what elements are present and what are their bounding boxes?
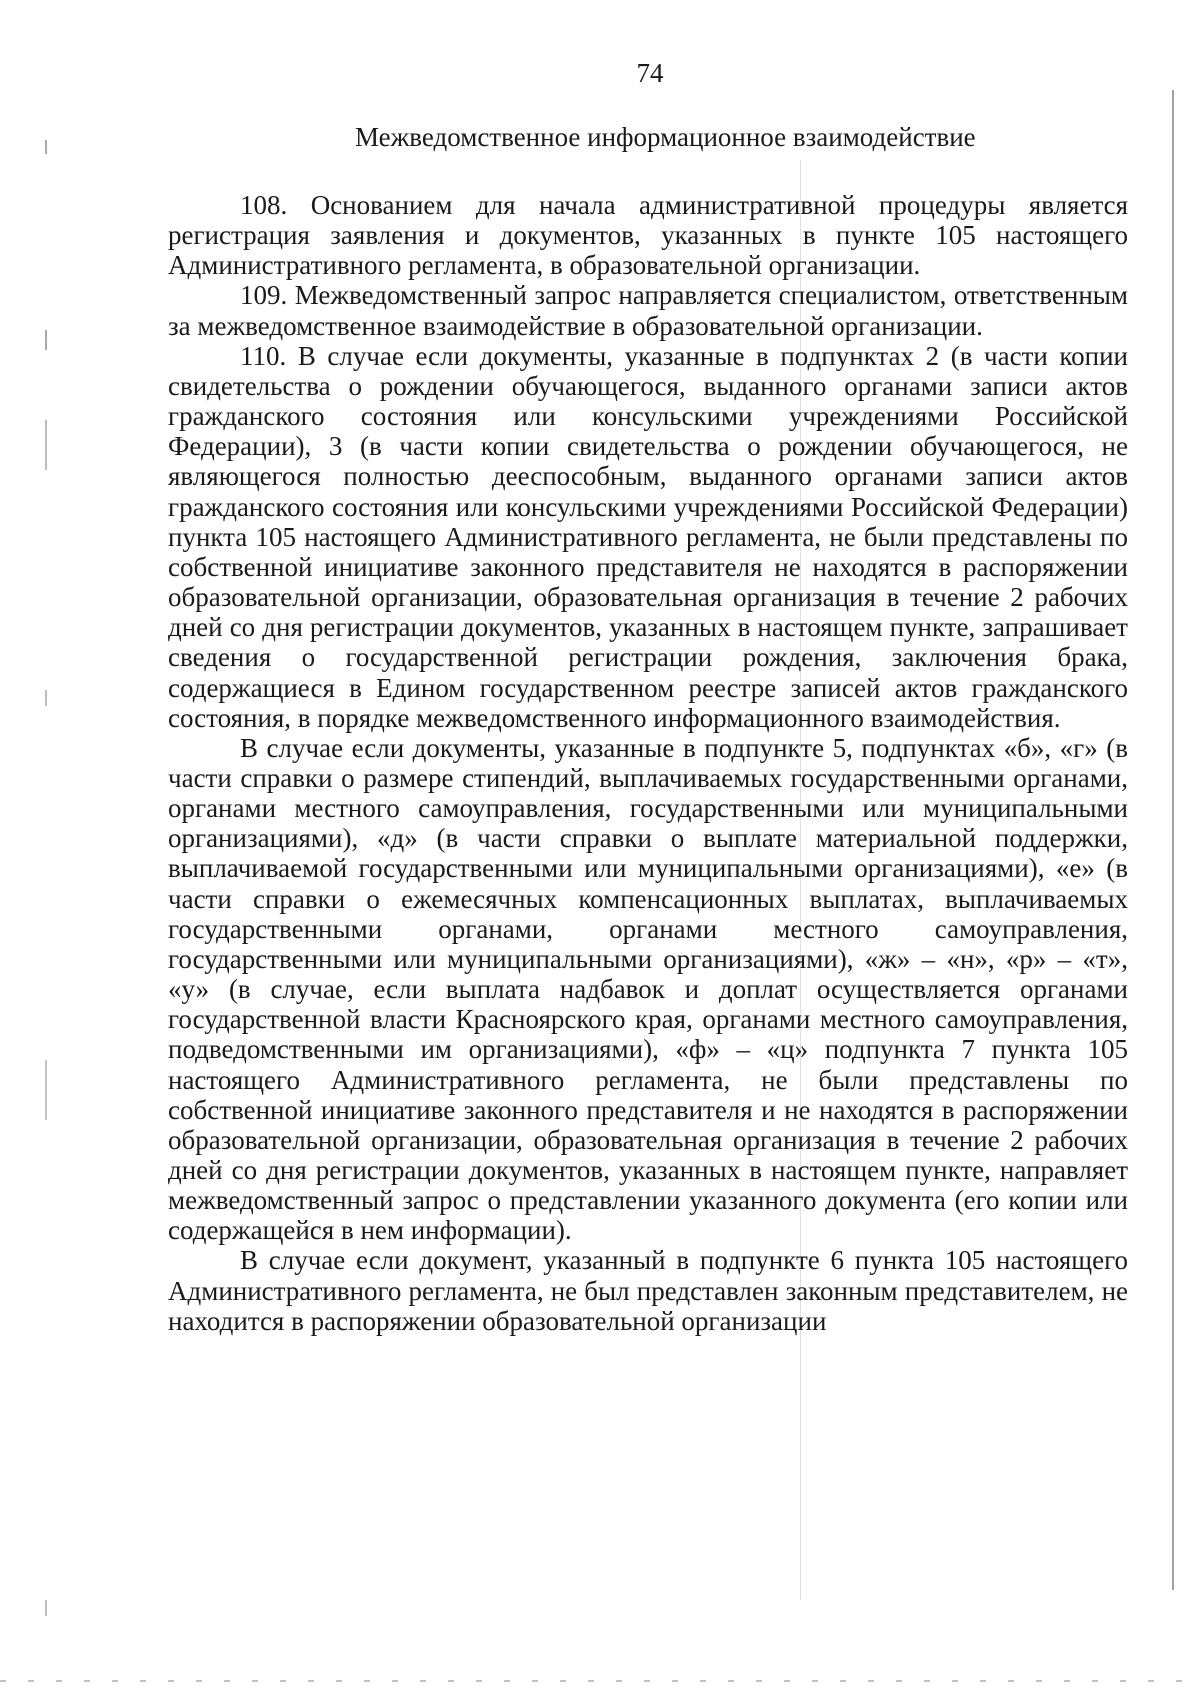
scan-artifact-left-mark-6 [45, 1600, 47, 1616]
scan-artifact-fold-line [800, 160, 801, 1600]
page-number: 74 [636, 58, 664, 88]
scan-artifact-right-edge [1172, 90, 1174, 1590]
paragraph-108: 108. Основанием для начала административной процедуры является регистрация заявления и документов, указанных в пункте 105 настоящего Административного регламента, в образовательной организации. [168, 190, 1128, 281]
paragraph-109: 109. Межведомственный запрос направляется специалистом, ответственным за межведомственное взаимодействие в образовательной организации. [168, 280, 1128, 341]
paragraph-110-part-2: В случае если документы, указанные в подпункте 5, подпунктах «б», «г» (в части справки о размере стипендий, выплачиваемых государственными органами, органами местного самоуправления, государственными или муниципальными организациями), «д» (в части справки о выплате материальной поддержки, выплачиваемой государственными или муниципальными организациями), «е» (в части справки о ежемесячных компенсационных выплатах, выплачиваемых государственными органами, органами местного самоуправления, государственными или муниципальными организациями), «ж» – «н», «р» – «т», «у» (в случае, если выплата надбавок и доплат осуществляется органами государственной власти Красноярского края, органами местного самоуправления, подведомственными им организациями), «ф» – «ц» подпункта 7 пункта 105 настоящего Административного регламента, не были представлены по собственной инициативе законного представителя и не находятся в распоряжении образовательной организации, образовательная организация в течение 2 рабочих дней со дня регистрации документов, указанных в настоящем пункте, направляет межведомственный запрос о представлении указанного документа (его копии или содержащейся в нем информации). [168, 732, 1128, 1246]
scan-artifact-left-mark-1 [45, 140, 47, 154]
document-body [168, 190, 1128, 1336]
scan-artifact-bottom-dots [0, 1680, 1200, 1682]
scan-artifact-left-mark-5 [45, 1060, 47, 1120]
paragraph-110: 110. В случае если документы, указанные в подпунктах 2 (в части копии свидетельства о рождении обучающегося, выданного органами записи актов гражданского состояния или консульскими учреждениями Российской Федерации), 3 (в части копии свидетельства о рождении обучающегося, не являющегося полностью дееспособным, выданного органами записи актов гражданского состояния или консульскими учреждениями Российской Федерации) пункта 105 настоящего Административного регламента, не были представлены по собственной инициативе законного представителя не находятся в распоряжении образовательной организации, образовательная организация в течение 2 рабочих дней со дня регистрации документов, указанных в настоящем пункте, запрашивает сведения о государственной регистрации рождения, заключения брака, содержащиеся в Едином государственном реестре записей актов гражданского состояния, в порядке межведомственного информационного взаимодействия. [168, 340, 1128, 733]
section-title: Межведомственное информационное взаимодействие [355, 122, 976, 152]
paragraph-110-part-3: В случае если документ, указанный в подпункте 6 пункта 105 настоящего Административного регламента, не был представлен законным представителем, не находится в распоряжении образовательной организации [168, 1245, 1128, 1336]
scan-artifact-left-mark-2 [45, 330, 47, 350]
scan-artifact-left-mark-4 [45, 690, 47, 706]
scan-artifact-left-mark-3 [45, 420, 47, 470]
